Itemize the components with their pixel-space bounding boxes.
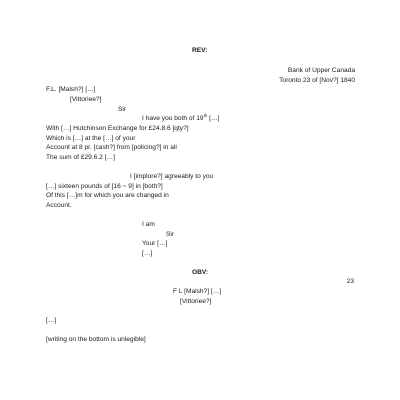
obv-heading: OBV:: [192, 269, 209, 276]
bank-name: Bank of Upper Canada: [287, 67, 355, 74]
body-line: Account at 8 pr. [cash?] from [policing?] in all: [46, 144, 177, 151]
body-line: […] sixteen pounds of [16 ~ 9] in [both?]: [46, 183, 163, 190]
obv-note: […]: [46, 317, 57, 324]
addressee-place: [Vittoriee?]: [70, 96, 102, 103]
body-line: Which is […] at the […] of your: [46, 135, 136, 142]
body-line: I [implore?] agreeably to you: [130, 173, 214, 180]
letter-opening-line: [142, 114, 219, 124]
body-line: Of this […]m for which you are changed in: [46, 192, 169, 199]
opening-text: I have you both of 19: [142, 115, 204, 122]
closing-line: Your […]: [142, 240, 168, 247]
rev-heading: REV:: [192, 47, 208, 54]
body-line: The sum of £29.6.2 […]: [46, 154, 115, 161]
closing-line: Sir: [166, 231, 175, 238]
ordinal-suffix: th: [203, 112, 208, 118]
place-date: Toronto 23 of [Nov?] 1840: [279, 77, 355, 84]
obv-number: 23: [346, 278, 354, 285]
body-line: With […] Hutchinson Exchange for £24.8.6 [qty?]: [46, 125, 189, 132]
closing-line: I am: [142, 221, 155, 228]
obv-addressee-place: [Vittoriee?]: [180, 298, 212, 305]
obv-addressee-name: F L [Malsh?] […]: [173, 288, 222, 295]
opening-tail: […]: [207, 115, 220, 122]
salutation: Sir: [118, 106, 127, 113]
body-line: Account.: [46, 202, 72, 209]
illegible-note: [writing on the bottom is unlegible]: [46, 336, 146, 343]
addressee-name: F.L. [Malsh?] […]: [46, 86, 96, 93]
closing-line: […]: [142, 250, 153, 257]
